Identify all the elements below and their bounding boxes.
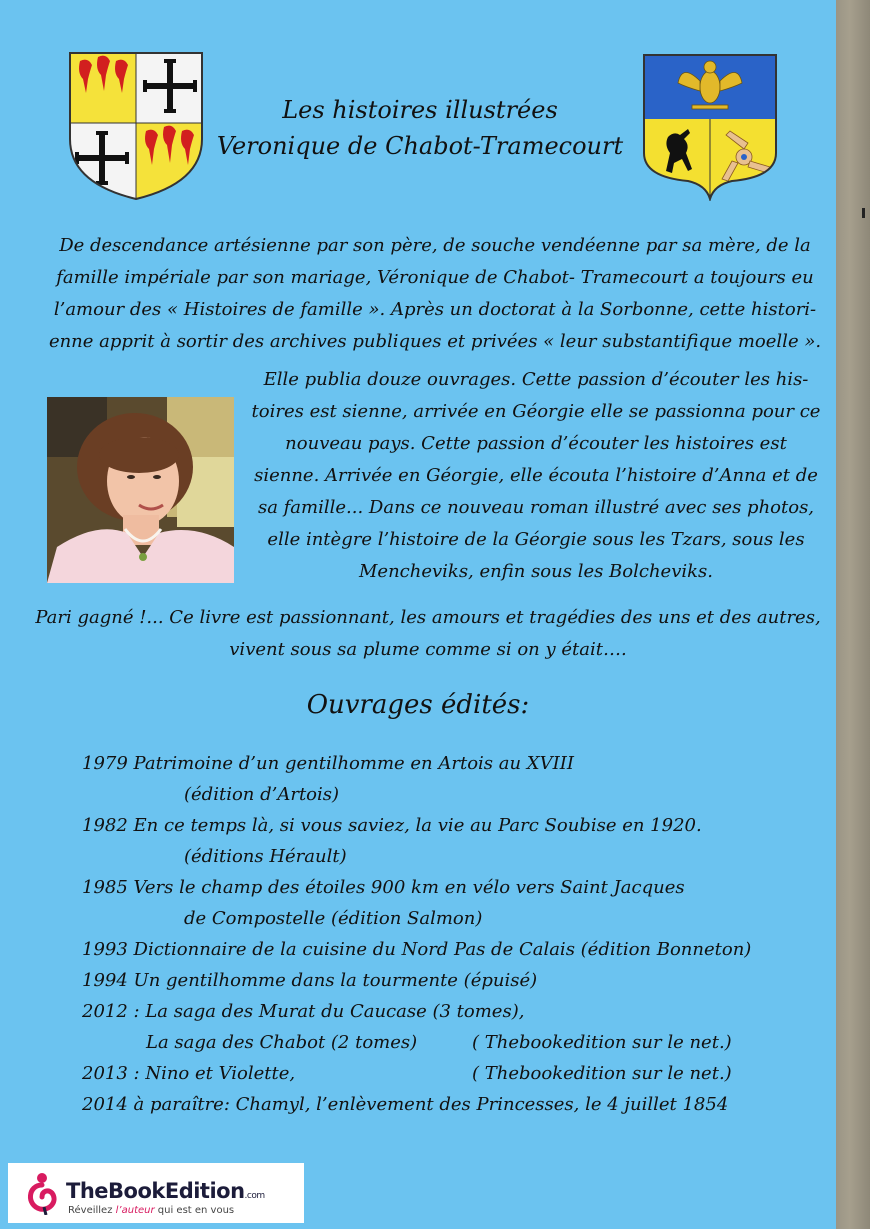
work-item: 1985 Vers le champ des étoiles 900 km en vélo vers Saint Jacques (82, 877, 685, 898)
work-item: 1994 Un gentilhomme dans la tourmente (épuisé) (82, 970, 538, 991)
work-item-publisher: ( Thebookedition sur le net.) (472, 1063, 732, 1084)
thebookedition-logo-icon (24, 1171, 60, 1219)
logo-tagline (68, 1205, 234, 1216)
works-list (82, 748, 751, 1120)
coat-of-arms-left-icon (68, 51, 204, 201)
bio-paragraph (246, 364, 826, 588)
works-heading: Ouvrages édités: (306, 690, 530, 720)
bio-line: Mencheviks, enfin sous les Bolcheviks. (358, 561, 713, 582)
work-item: 1982 En ce temps là, si vous saviez, la vie au Parc Soubise en 1920. (82, 815, 702, 836)
intro-line: famille impériale par son mariage, Véronique de Chabot- Tramecourt a toujours eu (56, 267, 814, 288)
author-photo (47, 397, 234, 583)
book-title-block (205, 92, 635, 164)
verdict-paragraph (0, 602, 856, 666)
intro-line: enne apprit à sortir des archives publiques et privées « leur substantifique moelle ». (48, 331, 822, 352)
work-item-title: 2013 : Nino et Violette, (82, 1063, 296, 1084)
bio-line: Elle publia douze ouvrages. Cette passion d’écouter les his- (263, 369, 809, 390)
title-line-2: Veronique de Chabot-Tramecourt (216, 132, 624, 160)
bio-line: toires est sienne, arrivée en Géorgie elle se passionna pour ce (251, 401, 821, 422)
verdict-line: Pari gagné !... Ce livre est passionnant, les amours et tragédies des uns et des autres, (35, 607, 821, 628)
logo-suffix: .com (244, 1191, 265, 1201)
intro-paragraph (0, 230, 870, 358)
work-item-continuation (82, 1027, 751, 1058)
work-item-publisher: de Compostelle (édition Salmon) (184, 908, 483, 929)
logo-wordmark (66, 1179, 265, 1203)
bio-line: sa famille... Dans ce nouveau roman illustré avec ses photos, (257, 497, 815, 518)
verdict-line: vivent sous sa plume comme si on y était…. (229, 639, 627, 660)
work-item-publisher: (éditions Hérault) (184, 846, 347, 867)
publisher-logo (8, 1163, 304, 1223)
work-item-title: La saga des Chabot (2 tomes) (146, 1032, 418, 1053)
bio-line: sienne. Arrivée en Géorgie, elle écouta l’histoire d’Anna et de (254, 465, 818, 486)
work-item-publisher: (édition d’Artois) (184, 784, 340, 805)
title-line-1: Les histoires illustrées (282, 96, 558, 124)
intro-line: l’amour des « Histoires de famille ». Après un doctorat à la Sorbonne, cette histori- (53, 299, 817, 320)
work-item: 1993 Dictionnaire de la cuisine du Nord Pas de Calais (édition Bonneton) (82, 939, 752, 960)
spine-mark (862, 208, 865, 218)
tagline-before: Réveillez (68, 1205, 116, 1216)
work-item (82, 1058, 751, 1089)
logo-name: TheBookEdition (66, 1179, 245, 1203)
tagline-highlight: l’auteur (115, 1205, 155, 1216)
work-item-publisher: ( Thebookedition sur le net.) (472, 1032, 732, 1053)
coat-of-arms-right-icon (642, 53, 778, 201)
work-item: 2014 à paraître: Chamyl, l’enlèvement des Princesses, le 4 juillet 1854 (82, 1094, 729, 1115)
bio-line: elle intègre l’histoire de la Géorgie sous les Tzars, sous les (267, 529, 805, 550)
bio-line: nouveau pays. Cette passion d’écouter les histoires est (285, 433, 787, 454)
work-item: 2012 : La saga des Murat du Caucase (3 tomes), (82, 1001, 525, 1022)
tagline-after: qui est en vous (154, 1205, 235, 1216)
work-item: 1979 Patrimoine d’un gentilhomme en Artois au XVIII (82, 753, 574, 774)
intro-line: De descendance artésienne par son père, de souche vendéenne par sa mère, de la (59, 235, 811, 256)
